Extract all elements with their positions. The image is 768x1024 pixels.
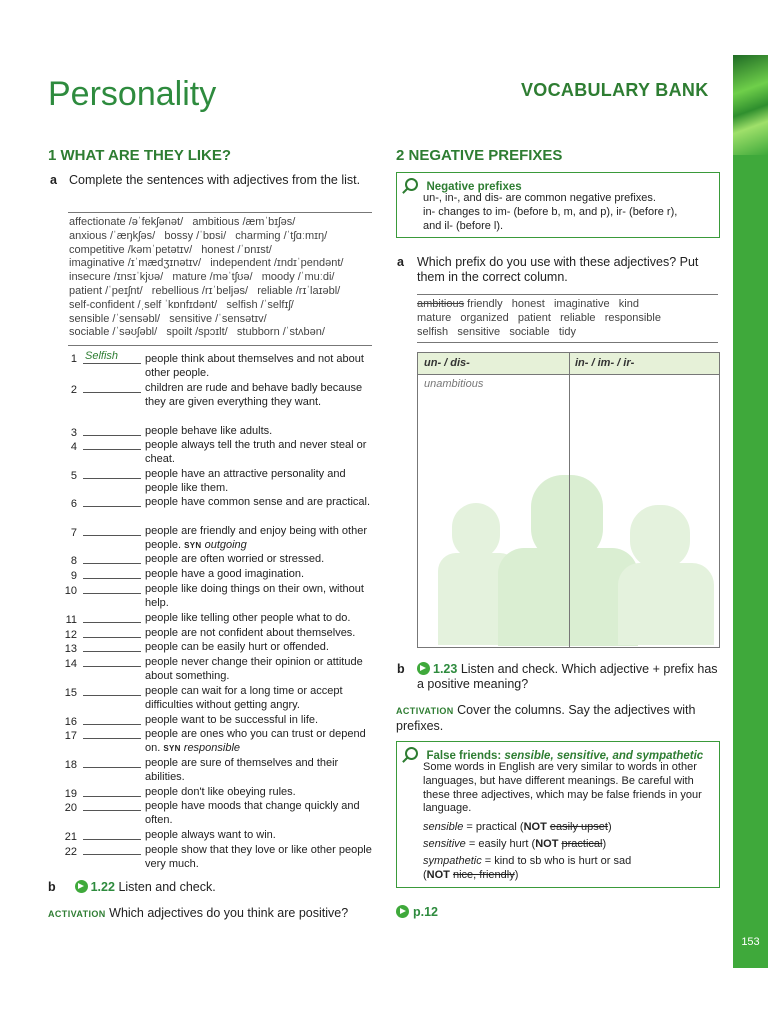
sentence-number: 17 xyxy=(64,730,77,742)
answer-blank[interactable] xyxy=(83,757,141,768)
sentence-item xyxy=(55,350,375,380)
sentence-item xyxy=(55,382,375,409)
sentence-number: 19 xyxy=(64,788,77,800)
sentence-item xyxy=(55,612,375,628)
word-list-line: affectionate /əˈfekʃənət/ ambitious /æmˈbɪʃəs/ xyxy=(69,216,296,228)
answer-blank[interactable] xyxy=(83,627,141,638)
sentence-number: 8 xyxy=(70,555,77,567)
sentence-text: people are not confident about themselves. xyxy=(145,627,356,639)
word-list-line: insecure /ɪnsɪˈkjʊə/ mature /məˈtʃʊə/ moody /ˈmuːdi/ xyxy=(69,271,335,284)
adjective-word-list xyxy=(69,216,374,340)
column-header-in-im-ir: in- / im- / ir- xyxy=(575,357,635,369)
sentence-item xyxy=(55,656,375,683)
sentence-text: people can be easily hurt or offended. xyxy=(145,641,329,653)
answer-blank[interactable] xyxy=(83,553,141,564)
silhouette-head xyxy=(452,503,500,559)
sentence-text: people have common sense and are practical. xyxy=(145,496,371,508)
tip-title: Negative prefixes xyxy=(426,181,522,193)
definition-sensitive: sensitive = easily hurt (NOT practical) xyxy=(423,838,607,850)
word-box-line: friendly honest imaginative kind xyxy=(464,298,639,310)
section1-activation xyxy=(48,906,348,922)
tip-line: un-, in-, and dis- are common negative prefixes. xyxy=(423,192,656,204)
sentence-text: people want to be successful in life. xyxy=(145,714,319,726)
word-list-line: imaginative /ɪˈmædʒɪnətɪv/ independent /ɪndɪˈpendənt/ xyxy=(69,257,344,270)
sentence-number: 22 xyxy=(64,846,77,858)
section2-part-b xyxy=(417,662,719,692)
word-box-line: mature organized patient reliable responsible xyxy=(417,311,661,324)
sentence-text: people never change their opinion or attitude about something. xyxy=(145,656,363,682)
audio-icon[interactable] xyxy=(75,880,88,893)
section2-part-b-letter: b xyxy=(397,662,405,676)
sentence-text: people are sure of themselves and their abilities. xyxy=(145,757,339,783)
activation-text: Cover the columns. Say the adjectives with prefixes. xyxy=(396,703,696,733)
sentence-item xyxy=(55,844,375,871)
answer-blank[interactable] xyxy=(83,350,141,364)
magnifier-icon xyxy=(405,747,418,760)
answer-blank[interactable] xyxy=(83,786,141,797)
answer-blank[interactable] xyxy=(83,496,141,507)
word-box-line: selfish sensitive sociable tidy xyxy=(417,325,576,338)
sentence-item xyxy=(55,757,375,784)
sentence-item xyxy=(55,496,375,512)
answer-blank[interactable] xyxy=(83,641,141,652)
sentence-number: 18 xyxy=(64,759,77,771)
answer-blank[interactable] xyxy=(83,568,141,579)
sentence-number: 6 xyxy=(70,498,77,510)
sentence-number: 20 xyxy=(64,802,77,814)
prefix-word-box xyxy=(417,298,718,339)
synonym-word: outgoing xyxy=(204,538,247,551)
synonym-label: SYN xyxy=(184,540,202,550)
part-b-text: Listen and check. xyxy=(118,880,216,894)
sentence-number: 4 xyxy=(70,441,77,453)
activation-text: Which adjectives do you think are positive? xyxy=(109,906,349,920)
section2-part-a-instruction: Which prefix do you use with these adjectives? Put them in the correct column. xyxy=(417,255,699,284)
vocabulary-bank-label: VOCABULARY BANK xyxy=(521,80,709,100)
sentence-text: people have moods that change quickly and often. xyxy=(145,800,360,826)
section1-part-a-instruction: Complete the sentences with adjectives from the list. xyxy=(69,173,361,187)
sentence-text: people show that they love or like other people very much. xyxy=(145,844,372,870)
def-text: = easily hurt ( xyxy=(465,838,536,850)
false-friends-tip xyxy=(396,741,720,888)
answer-blank[interactable] xyxy=(83,829,141,840)
sentence-text: people have an attractive personality and people like them. xyxy=(145,468,346,494)
word-list-line: self-confident /ˌself ˈkɒnfɪdənt/ selfish /ˈselfɪʃ/ xyxy=(69,298,294,311)
page-title: Personality xyxy=(48,75,217,113)
sentence-number: 21 xyxy=(64,831,77,843)
answer-blank[interactable] xyxy=(83,439,141,450)
sentence-text: people are often worried or stressed. xyxy=(145,553,325,565)
sentence-number: 3 xyxy=(70,427,77,439)
struck-word: easily upset xyxy=(549,821,608,833)
sentence-number: 15 xyxy=(64,687,77,699)
sentence-number: 12 xyxy=(64,629,77,641)
tip-line: and il- (before l). xyxy=(423,219,504,232)
sentence-number: 10 xyxy=(64,585,77,597)
section2-heading: 2 NEGATIVE PREFIXES xyxy=(396,147,563,164)
audio-icon[interactable] xyxy=(417,662,430,675)
activation-label: ACTIVATION xyxy=(396,706,454,716)
prefix-table xyxy=(417,352,720,648)
divider xyxy=(417,294,718,295)
word-list-line: sociable /ˈsəʊʃəbl/ spoilt /spɔɪlt/ stubborn /ˈstʌbən/ xyxy=(69,326,325,339)
struck-word: nice, friendly xyxy=(452,868,515,881)
sentence-item xyxy=(55,525,375,552)
def-word: sensible xyxy=(423,821,464,833)
not-label: NOT xyxy=(523,821,547,833)
sentence-item xyxy=(55,685,375,712)
answer-blank[interactable] xyxy=(83,685,141,696)
part-b-text: Listen and check. Which adjective + prefix has a positive meaning? xyxy=(417,662,718,691)
tip-line: in- changes to im- (before b, m, and p), ir- (before r), xyxy=(423,205,678,218)
synonym-label: SYN xyxy=(163,743,181,753)
page-reference-text: p.12 xyxy=(413,905,439,919)
sentence-number: 13 xyxy=(64,643,77,655)
activation-label: ACTIVATION xyxy=(48,909,106,919)
column-divider xyxy=(569,353,570,647)
negative-prefixes-tip xyxy=(396,172,720,238)
answer-text: Selfish xyxy=(85,350,119,362)
sentence-text: people are ones who you can trust or depend on. xyxy=(145,728,366,754)
word-list-line: patient /ˈpeɪʃnt/ rebellious /rɪˈbeljəs/ reliable /rɪˈlaɪəbl/ xyxy=(69,284,341,297)
sentence-number: 9 xyxy=(70,570,77,582)
answer-blank[interactable] xyxy=(83,583,141,594)
sentence-number: 11 xyxy=(65,614,77,626)
track-number: 1.23 xyxy=(433,662,458,676)
sentence-item xyxy=(55,829,375,845)
sentence-number: 5 xyxy=(70,470,77,482)
divider xyxy=(68,345,372,346)
def-word: sensitive xyxy=(423,838,466,850)
sentence-text: people like doing things on their own, without help. xyxy=(145,583,364,609)
sentence-item xyxy=(55,553,375,569)
sentence-text: children are rude and behave badly because they are given everything they want. xyxy=(145,382,363,408)
silhouette-body xyxy=(618,563,714,645)
sentence-text: people always want to win. xyxy=(145,829,276,841)
sentence-number: 16 xyxy=(64,716,77,728)
sentence-item xyxy=(55,641,375,657)
sentence-item xyxy=(55,800,375,827)
divider xyxy=(417,342,718,343)
sentence-text: people always tell the truth and never steal or cheat. xyxy=(145,439,367,465)
definition-sympathetic: sympathetic = kind to sb who is hurt or sad (NOT nice, friendly) xyxy=(423,855,632,881)
not-label: NOT xyxy=(535,838,559,850)
answer-blank[interactable] xyxy=(83,525,141,536)
example-entry: unambitious xyxy=(424,378,484,390)
leaf-decoration xyxy=(733,55,768,155)
answer-blank[interactable] xyxy=(83,612,141,623)
silhouette-head xyxy=(630,505,690,569)
def-text: = practical ( xyxy=(463,821,524,833)
track-number: 1.22 xyxy=(90,880,115,894)
sentence-number: 2 xyxy=(70,384,77,396)
answer-blank[interactable] xyxy=(83,714,141,725)
sentence-item xyxy=(55,583,375,610)
word-list-line: sensible /ˈsensəbl/ sensitive /ˈsensətɪv/ xyxy=(69,312,267,325)
struck-word: practical xyxy=(561,838,603,850)
answer-blank[interactable] xyxy=(83,425,141,436)
magnifier-icon xyxy=(405,178,418,191)
sentence-text: people behave like adults. xyxy=(145,425,273,437)
column-header-un-dis: un- / dis- xyxy=(424,357,470,369)
section1-part-b xyxy=(48,880,216,895)
answer-blank[interactable] xyxy=(83,844,141,855)
side-strip xyxy=(733,55,768,968)
section2-part-a-letter: a xyxy=(397,255,404,269)
false-friends-title: False friends: xyxy=(426,750,505,762)
sentence-item xyxy=(55,728,375,755)
answer-blank[interactable] xyxy=(83,468,141,479)
sentence-text: people have a good imagination. xyxy=(145,568,305,580)
sentence-item xyxy=(55,568,375,584)
sentence-number: 1 xyxy=(70,353,77,365)
def-word: sympathetic xyxy=(423,855,482,867)
sentence-number: 7 xyxy=(70,527,77,539)
synonym-word: responsible xyxy=(183,741,241,754)
sentence-text: people are friendly and enjoy being with other people. xyxy=(145,525,367,551)
sentence-text: people think about themselves and not about other people. xyxy=(145,353,364,379)
not-label: NOT xyxy=(426,868,450,881)
answer-blank[interactable] xyxy=(83,728,141,739)
answer-blank[interactable] xyxy=(83,800,141,811)
part-b-letter: b xyxy=(48,880,56,894)
false-friends-body: Some words in English are very similar to words in other languages, but have different meanings. Be careful with these three adjectives, which may be false friends in your language. xyxy=(423,761,702,815)
word-list-line: competitive /kəmˈpetətɪv/ honest /ˈɒnɪst/ xyxy=(69,243,272,256)
section2-activation xyxy=(396,703,720,734)
silhouette-body xyxy=(498,548,638,646)
sentence-number: 14 xyxy=(64,658,77,670)
divider xyxy=(68,212,372,213)
answer-blank[interactable] xyxy=(83,656,141,667)
section1-heading: 1 WHAT ARE THEY LIKE? xyxy=(48,147,232,164)
word-list-line: anxious /ˈæŋkʃəs/ bossy /ˈbɒsi/ charming /ˈtʃɑːmɪŋ/ xyxy=(69,229,328,242)
sentence-text: people don't like obeying rules. xyxy=(145,786,296,798)
answer-blank[interactable] xyxy=(83,382,141,393)
definition-sensible: sensible = practical (NOT easily upset) xyxy=(423,821,612,833)
sentence-text: people like telling other people what to do. xyxy=(145,612,351,624)
page-reference[interactable] xyxy=(396,905,438,920)
page-number: 153 xyxy=(741,936,760,948)
sentence-text: people can wait for a long time or accept difficulties without getting angry. xyxy=(145,685,343,711)
sentence-item xyxy=(55,439,375,466)
def-text: = kind to sb who is hurt or sad xyxy=(481,855,632,867)
struck-word: ambitious xyxy=(417,298,465,310)
sentence-item xyxy=(55,468,375,495)
section1-part-a-letter: a xyxy=(50,173,57,187)
false-friends-title-words: sensible, sensitive, and sympathetic xyxy=(504,750,704,762)
go-to-page-icon xyxy=(396,905,409,918)
